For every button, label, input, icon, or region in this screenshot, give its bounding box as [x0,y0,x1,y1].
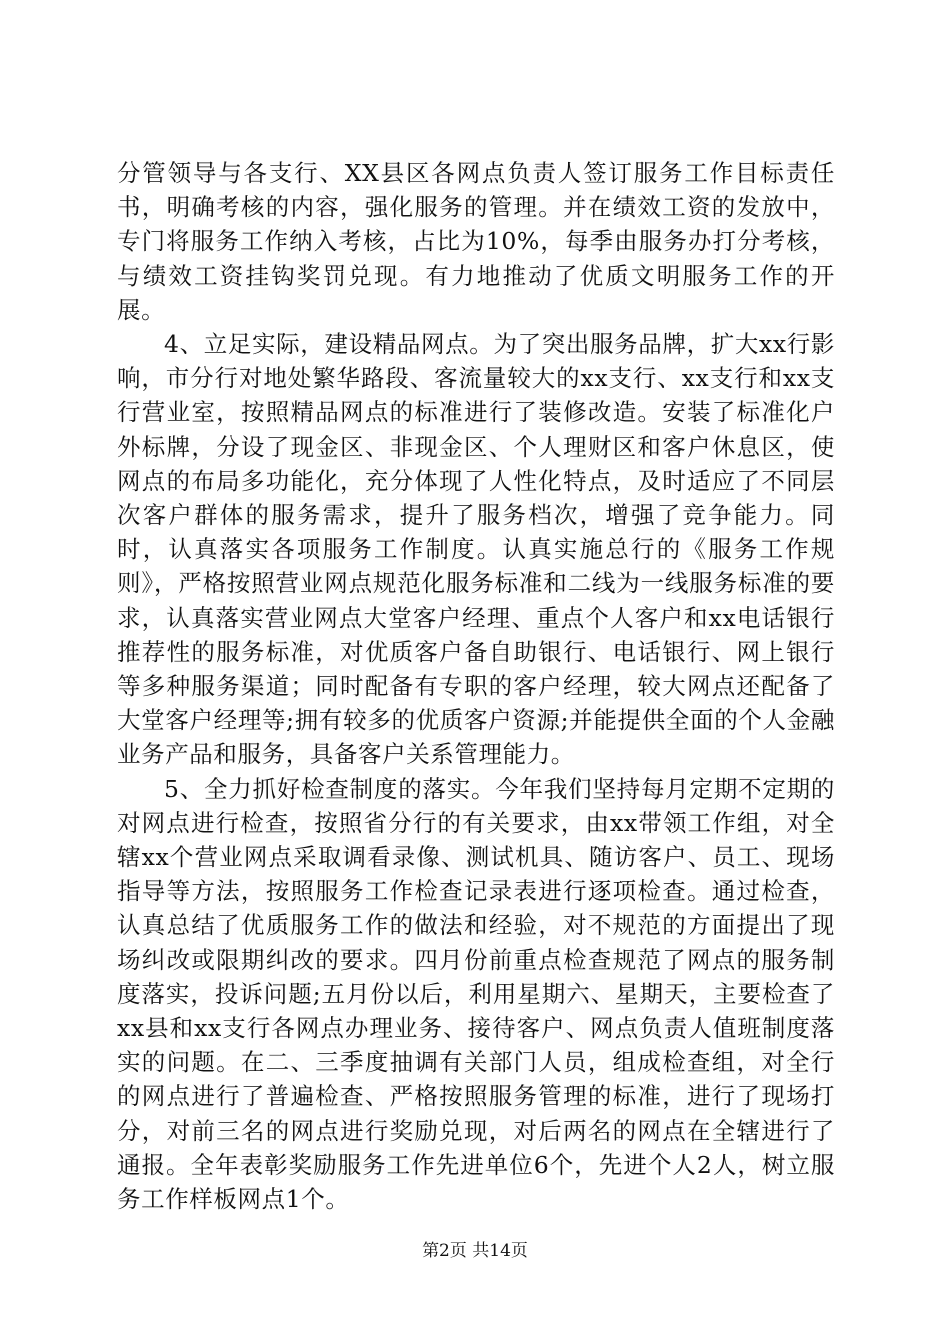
page-number-footer: 第2页 共14页 [422,1241,528,1261]
paragraph-item-4: 4、立足实际，建设精品网点。为了突出服务品牌，扩大xx行影响，市分行对地处繁华路段、客流量较大的xx支行、xx支行和xx支行营业室，按照精品网点的标准进行了装修改造。安装了标准化户外标牌，分设了现金区、非现金区、个人理财区和客户休息区，使网点的布局多功能化，充分体现了人性化特点，及时适应了不同层次客户群体的服务需求，提升了服务档次，增强了竞争能力。同时，认真落实各项服务工作制度。认真实施总行的《服务工作规则》，严格按照营业网点规范化服务标准和二线为一线服务标准的要求，认真落实营业网点大堂客户经理、重点个人客户和xx电话银行推荐性的服务标准，对优质客户备自助银行、电话银行、网上银行等多种服务渠道；同时配备有专职的客户经理，较大网点还配备了大堂客户经理等;拥有较多的优质客户资源;并能提供全面的个人金融业务产品和服务，具备客户关系管理能力。 [117,330,835,769]
paragraph-item-5: 5、全力抓好检查制度的落实。今年我们坚持每月定期不定期的对网点进行检查，按照省分行的有关要求，由xx带领工作组，对全辖xx个营业网点采取调看录像、测试机具、随访客户、员工、现场指导等方法，按照服务工作检查记录表进行逐项检查。通过检查，认真总结了优质服务工作的做法和经验，对不规范的方面提出了现场纠改或限期纠改的要求。四月份前重点检查规范了网点的服务制度落实，投诉问题;五月份以后，利用星期六、星期天，主要检查了xx县和xx支行各网点办理业务、接待客户、网点负责人值班制度落实的问题。在二、三季度抽调有关部门人员，组成检查组，对全行的网点进行了普遍检查、严格按照服务管理的标准，进行了现场打分，对前三名的网点进行奖励兑现，对后两名的网点在全辖进行了通报。全年表彰奖励服务工作先进单位6个，先进个人2人，树立服务工作样板网点1个。 [117,774,835,1214]
document-body [117,156,835,1216]
paragraph-continuation: 分管领导与各支行、XX县区各网点负责人签订服务工作目标责任书，明确考核的内容，强化服务的管理。并在绩效工资的发放中，专门将服务工作纳入考核，占比为10%，每季由服务办打分考核，与绩效工资挂钩奖罚兑现。有力地推动了优质文明服务工作的开展。 [117,159,835,324]
